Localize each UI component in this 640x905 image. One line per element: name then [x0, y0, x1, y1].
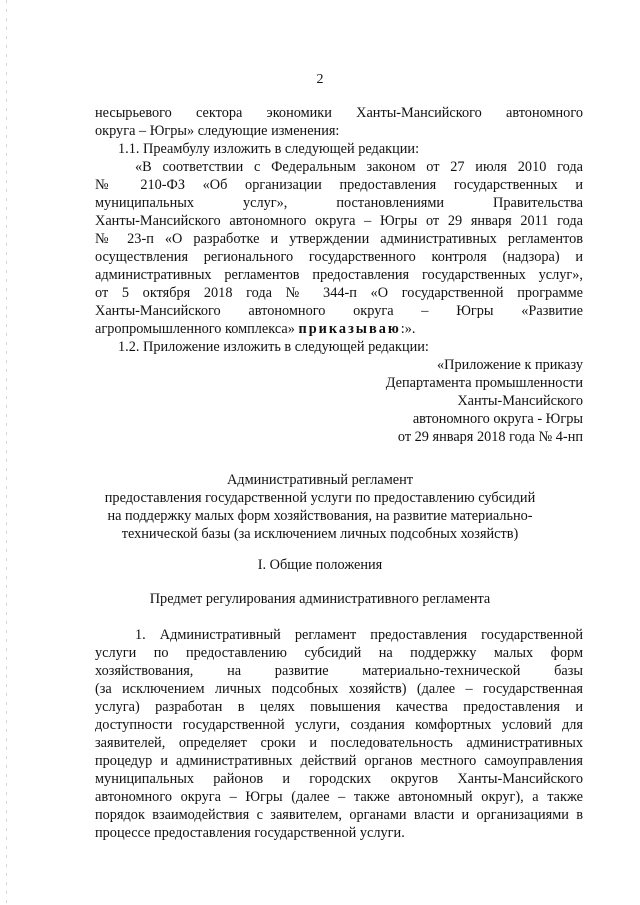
- subsection-heading: Предмет регулирования административного регламента: [149, 591, 491, 607]
- text-line: № 210-ФЗ «Об организации предоставления государственных и: [95, 177, 583, 193]
- text-line: № 23-п «О разработке и утверждении административных регламентов: [95, 231, 583, 247]
- text-line: осуществления регионального государственного контроля (надзора) и: [95, 249, 583, 265]
- attachment-line: «Приложение к приказу: [437, 357, 583, 373]
- text-line: заявителей, определяет сроки и последовательность административных: [95, 735, 583, 751]
- text-line: муниципальных районов и городских округов Ханты-Мансийского: [95, 771, 583, 787]
- attachment-line: от 29 января 2018 года № 4-нп: [397, 429, 583, 445]
- text-line: округа – Югры» следующие изменения:: [95, 123, 340, 139]
- text-fragment: :».: [400, 321, 416, 337]
- text-line: «В соответствии с Федеральным законом от 27 июля 2010 года: [135, 159, 583, 175]
- attachment-line: Департамента промышленности: [385, 375, 583, 391]
- text-line: несырьевого сектора экономики Ханты-Мансийского автономного: [95, 105, 583, 121]
- text-line: 1. Административный регламент предоставления государственной: [135, 627, 583, 643]
- text-line: автономного округа – Югры (далее – также автономный округ), а также: [95, 789, 583, 805]
- text-line: услуга) разработан в целях повышения качества предоставления и: [95, 699, 583, 715]
- text-fragment: агропромышленного комплекса»: [95, 321, 299, 337]
- text-line: процедур и административных действий органов местного самоуправления: [95, 753, 583, 769]
- document-title: технической базы (за исключением личных подсобных хозяйств): [121, 526, 519, 542]
- attachment-line: автономного округа - Югры: [412, 411, 583, 427]
- text-line: Ханты-Мансийского автономного округа – Югры «Развитие: [95, 303, 583, 319]
- document-title: предоставления государственной услуги по предоставлению субсидий: [104, 490, 536, 506]
- page-number: 2: [316, 72, 324, 87]
- text-line: процессе предоставления государственной услуги.: [95, 825, 405, 841]
- text-line: порядок взаимодействия с заявителем, органами власти и организациями в: [95, 807, 583, 823]
- text-line: муниципальных услуг», постановлениями Правительства: [95, 195, 583, 211]
- text-line: [95, 321, 583, 338]
- text-line: доступности государственной услуги, создания комфортных условий для: [95, 717, 583, 733]
- text-line: 1.1. Преамбулу изложить в следующей редакции:: [118, 141, 420, 157]
- document-title: на поддержку малых форм хозяйствования, на развитие материально-: [107, 508, 533, 524]
- text-line: услуги по предоставлению субсидий на поддержку малых форм: [95, 645, 583, 661]
- text-line: Ханты-Мансийского автономного округа – Югры от 29 января 2011 года: [95, 213, 583, 229]
- section-heading: I. Общие положения: [257, 557, 383, 573]
- document-title: Административный регламент: [226, 472, 414, 488]
- text-line: административных регламентов предоставления государственных услуг»,: [95, 267, 583, 283]
- attachment-line: Ханты-Мансийского: [457, 393, 583, 409]
- scan-edge-artifact: [6, 0, 7, 905]
- text-line: 1.2. Приложение изложить в следующей редакции:: [118, 339, 429, 355]
- text-line: хозяйствования, на развитие материально-технической базы: [95, 663, 583, 679]
- order-keyword: приказываю: [298, 321, 401, 337]
- text-line: от 5 октября 2018 года № 344-п «О государственной программе: [95, 285, 583, 301]
- text-line: (за исключением личных подсобных хозяйств) (далее – государственная: [95, 681, 583, 697]
